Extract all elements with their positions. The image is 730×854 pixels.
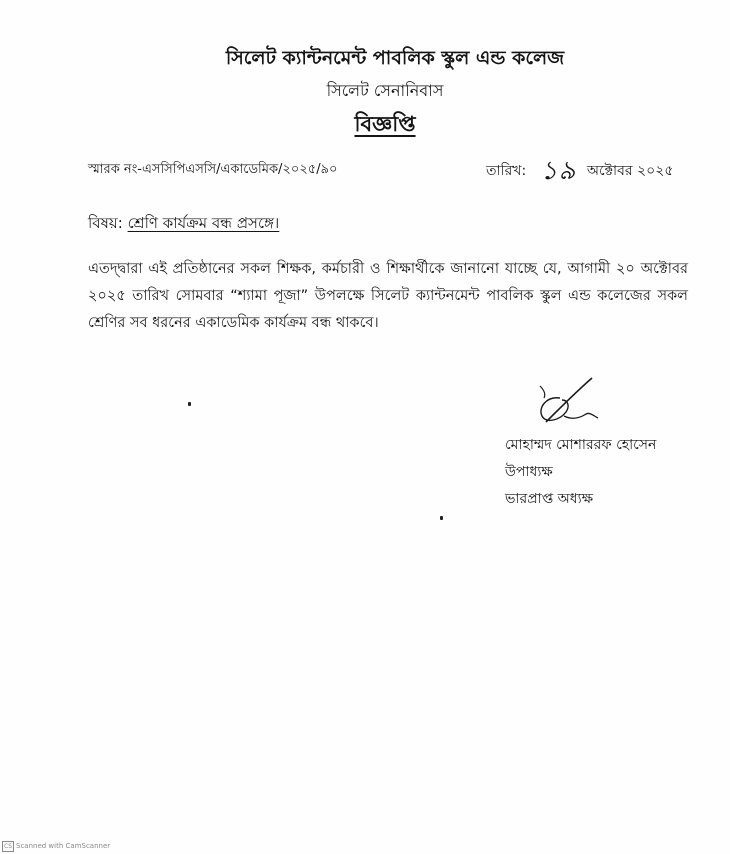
- date-row: [486, 150, 673, 194]
- notice-title: [40, 108, 730, 143]
- camscanner-icon: CS: [4, 842, 12, 850]
- scan-speck: [188, 402, 191, 406]
- subject-line: [88, 212, 279, 237]
- memo-reference: স্মারক নং-এসসিপিএসসি/একাডেমিক/২০২৫/৯০: [88, 162, 338, 177]
- school-location: সিলেট সেনানিবাস: [326, 81, 444, 100]
- subject-label: বিষয়:: [88, 214, 123, 232]
- subject-text: শ্রেণি কার্যক্রম বন্ধ প্রসঙ্গে।: [127, 214, 280, 232]
- signature-graphic: [520, 376, 610, 428]
- watermark-text: Scanned with CamScanner: [16, 842, 111, 850]
- scan-speck: [440, 516, 443, 520]
- signatory-name: মোহাম্মদ মোশাররফ হোসেন: [505, 437, 657, 453]
- date-day-handwritten: ১৯: [540, 156, 577, 186]
- school-name: সিলেট ক্যান্টনমেন্ট পাবলিক স্কুল এন্ড কলেজ: [225, 47, 565, 69]
- scanner-watermark: [2, 840, 110, 852]
- signatory-block: [505, 432, 656, 513]
- signatory-designation: উপাধ্যক্ষ: [505, 464, 553, 480]
- notice-body: এতদ্দ্বারা এই প্রতিষ্ঠানের সকল শিক্ষক, কর্মচারী ও শিক্ষার্থীকে জানানো যাচ্ছে যে, আগামী ২০ অক্টোবর ২০২৫ তারিখ সোমবার “শ্যামা পূজা” উপলক্ষে সিলেট ক্যান্টনমেন্ট পাবলিক স্কুল এন্ড কলেজের সকল শ্রেণির সব ধরনের একাডেমিক কার্যক্রম বন্ধ থাকবে।: [88, 261, 688, 331]
- date-label: তারিখ:: [486, 163, 527, 179]
- date-month-year: অক্টোবর ২০২৫: [586, 163, 674, 179]
- notice-title-text: বিজ্ঞপ্তি: [354, 112, 416, 136]
- signatory-role: ভারপ্রাপ্ত অধ্যক্ষ: [505, 491, 594, 507]
